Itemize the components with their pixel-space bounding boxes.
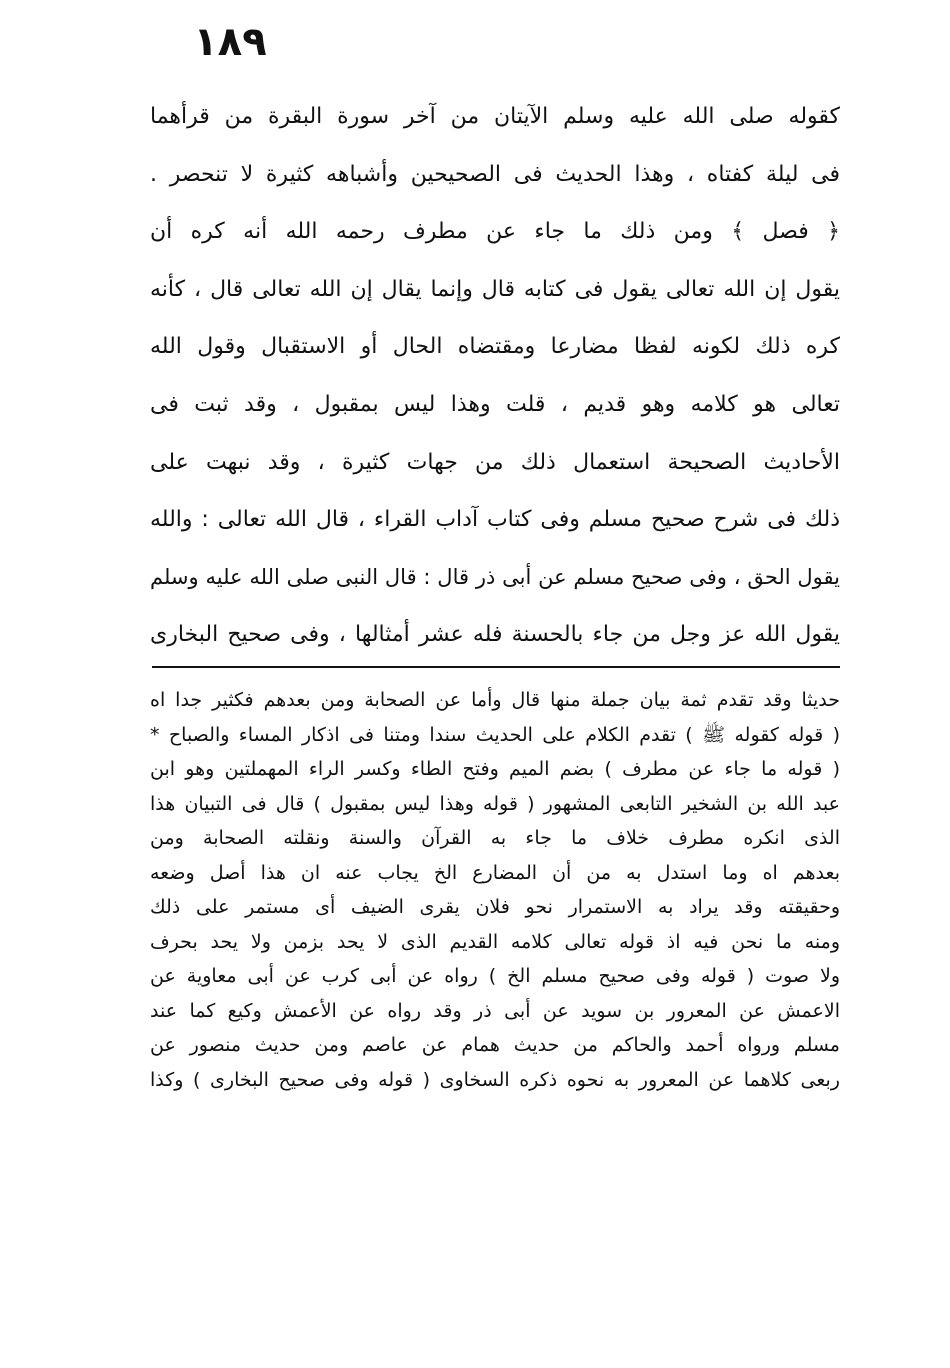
- main-text-block: [150, 88, 840, 664]
- main-text-line: يقول إن الله تعالى يقول فى كتابه قال وإنما يقال إن الله تعالى قال ، كأنه: [150, 276, 840, 302]
- commentary-line: حديثا وقد تقدم ثمة بيان جملة منها قال وأما عن الصحابة ومن بعدهم فكثير جدا اه: [150, 689, 840, 711]
- main-text-line: ذلك فى شرح صحيح مسلم وفى كتاب آداب القراء ، قال الله تعالى : والله: [150, 507, 840, 533]
- commentary-line: الذى انكره مطرف خلاف ما جاء به القرآن والسنة ونقلته الصحابة ومن: [150, 827, 840, 849]
- commentary-line: وحقيقته وقد يراد به الاستمرار نحو فلان يقرى الضيف أى مستمر على ذلك: [150, 896, 840, 918]
- main-text-line: ﴿ فصل ﴾ ومن ذلك ما جاء عن مطرف رحمه الله أنه كره أن: [150, 219, 840, 245]
- commentary-line: ( قوله كقوله ﷺ ) تقدم الكلام على الحديث سندا ومتنا فى اذكار المساء والصباح *: [150, 723, 840, 746]
- footnote-divider: [152, 666, 840, 668]
- commentary-line: ربعى كلاهما عن المعرور به نحوه ذكره السخاوى ( قوله وفى صحيح البخارى ) وكذا: [150, 1068, 840, 1091]
- commentary-line: عبد الله بن الشخير التابعى المشهور ( قوله وهذا ليس بمقبول ) قال فى التبيان هذا: [150, 792, 840, 815]
- main-text-line: فى ليلة كفتاه ، وهذا الحديث فى الصحيحين وأشباهه كثيرة لا تنحصر .: [150, 161, 840, 187]
- commentary-line: ( قوله ما جاء عن مطرف ) بضم الميم وفتح الطاء وكسر الراء المهملتين وهو ابن: [150, 758, 840, 780]
- main-text-line: الأحاديث الصحيحة استعمال ذلك من جهات كثيرة ، وقد نبهت على: [150, 449, 840, 475]
- page-number: ١٨٩: [193, 19, 267, 65]
- commentary-line: ولا صوت ( قوله وفى صحيح مسلم الخ ) رواه عن أبى كرب عن أبى معاوية عن: [150, 965, 840, 987]
- commentary-line: بعدهم اه وما استدل به من أن المضارع الخ يجاب عنه ان هذا أصل وضعه: [150, 861, 840, 884]
- main-text-line: كقوله صلى الله عليه وسلم الآيتان من آخر سورة البقرة من قرأهما: [150, 104, 840, 129]
- main-text-line: يقول الله عز وجل من جاء بالحسنة فله عشر أمثالها ، وفى صحيح البخارى: [150, 622, 840, 648]
- commentary-line: ومنه ما نحن فيه اذ قوله تعالى كلامه القديم الذى لا يحد بزمن ولا يحد بحرف: [150, 930, 840, 953]
- main-text-line: تعالى هو كلامه وهو قديم ، قلت وهذا ليس بمقبول ، وقد ثبت فى: [150, 391, 840, 417]
- commentary-line: الاعمش عن المعرور بن سويد عن أبى ذر وقد رواه عن الأعمش وكيع كما عند: [150, 999, 840, 1022]
- commentary-block: [150, 683, 840, 1097]
- commentary-line: مسلم ورواه أحمد والحاكم من حديث همام عن عاصم ومن حديث منصور عن: [150, 1034, 840, 1056]
- main-text-line: يقول الحق ، وفى صحيح مسلم عن أبى ذر قال : قال النبى صلى الله عليه وسلم: [150, 564, 840, 589]
- main-text-line: كره ذلك لكونه لفظا مضارعا ومقتضاه الحال أو الاستقبال وقول الله: [150, 334, 840, 360]
